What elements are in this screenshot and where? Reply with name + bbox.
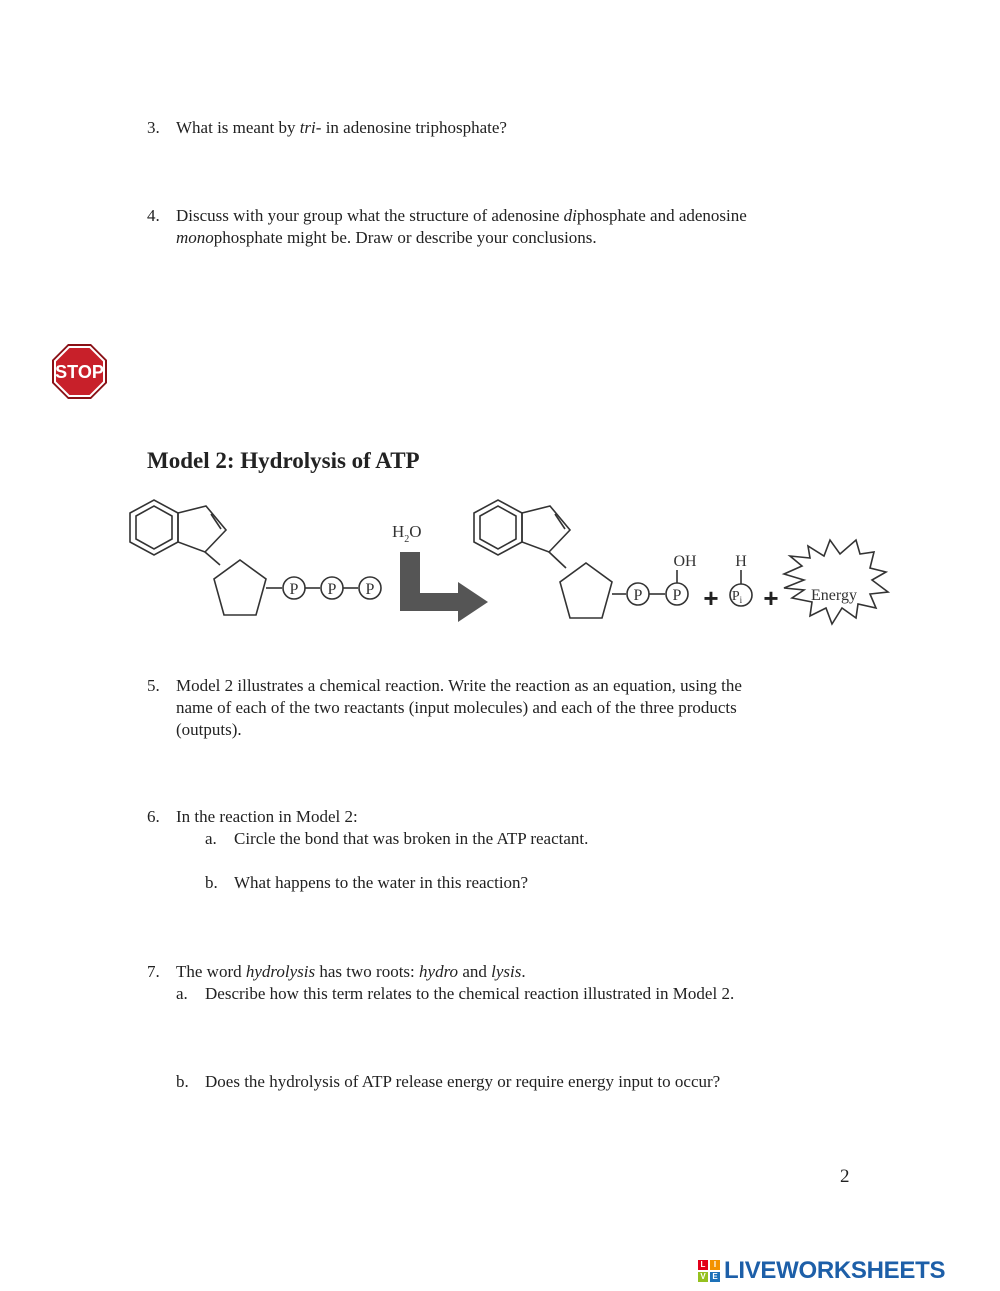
- water-label: $H_2O$: [392, 522, 422, 545]
- question-4: [147, 205, 847, 249]
- logo-tile: E: [710, 1272, 720, 1282]
- question-number: 3.: [147, 118, 160, 137]
- sub-question-text: Describe how this term relates to the chemical reaction illustrated in Model 2.: [205, 984, 735, 1003]
- hydroxyl-label: OH: [673, 553, 697, 570]
- inorganic-phosphate-label: $P_i$: [731, 589, 743, 605]
- logo-tile: I: [710, 1260, 720, 1270]
- question-text: What is meant by tri- in adenosine triphosphate?: [176, 118, 507, 137]
- phosphate-label: P: [289, 581, 299, 598]
- question-number: 5.: [147, 676, 160, 695]
- question-text-line-2: name of each of the two reactants (input molecules) and each of the three products: [176, 698, 737, 717]
- logo-tile: L: [698, 1260, 708, 1270]
- question-7: [147, 961, 847, 983]
- logo-wordmark: LIVEWORKSHEETS: [724, 1257, 946, 1284]
- hydrogen-label: H: [735, 553, 747, 570]
- sub-question-label: b.: [176, 1072, 189, 1091]
- phosphate-label: P: [327, 581, 337, 598]
- sub-question-text: What happens to the water in this reaction?: [234, 873, 529, 892]
- question-number: 7.: [147, 962, 160, 981]
- question-text-line-2: monophosphate might be. Draw or describe your conclusions.: [176, 228, 597, 247]
- phosphate-label: P: [633, 587, 643, 604]
- sub-question-label: a.: [176, 984, 188, 1003]
- question-3: [147, 117, 847, 139]
- sub-question-label: b.: [205, 873, 218, 892]
- phosphate-label: P: [365, 581, 375, 598]
- sub-question-label: a.: [205, 829, 217, 848]
- question-5: [147, 675, 847, 741]
- stop-sign-icon: [51, 343, 108, 400]
- sub-question-text: Circle the bond that was broken in the ATP reactant.: [234, 829, 589, 848]
- stop-sign-label: STOP: [55, 362, 104, 382]
- question-6b: [205, 872, 805, 894]
- question-text-line-1: Discuss with your group what the structure of adenosine diphosphate and adenosine: [176, 206, 747, 225]
- question-number: 4.: [147, 206, 160, 225]
- base-sugar-bond: [205, 552, 220, 565]
- sub-question-text: Does the hydrolysis of ATP release energy or require energy input to occur?: [205, 1072, 721, 1091]
- energy-label: Energy: [811, 587, 857, 604]
- question-7b: [176, 1071, 836, 1093]
- question-text: In the reaction in Model 2:: [176, 807, 358, 826]
- model-2-heading: Model 2: Hydrolysis of ATP: [147, 448, 420, 473]
- question-6: [147, 806, 847, 828]
- liveworksheets-logo: [698, 1257, 994, 1285]
- plus-sign: +: [763, 583, 779, 613]
- phosphate-label: P: [672, 587, 682, 604]
- logo-tile: V: [698, 1272, 708, 1282]
- question-text-line-3: (outputs).: [176, 720, 242, 739]
- question-text: The word hydrolysis has two roots: hydro and lysis.: [176, 962, 526, 981]
- adp-ribose-sugar: [560, 563, 612, 618]
- logo-tiles-icon: [698, 1260, 720, 1282]
- plus-sign: +: [703, 583, 719, 613]
- question-6a: [205, 828, 805, 850]
- reaction-arrow-icon: [400, 552, 488, 622]
- energy-burst-icon: [784, 540, 888, 624]
- atp-ribose-sugar: [214, 560, 266, 615]
- question-text-line-1: Model 2 illustrates a chemical reaction. Write the reaction as an equation, using the: [176, 676, 742, 695]
- question-number: 6.: [147, 807, 160, 826]
- adp-adenine-base: [474, 500, 570, 555]
- hydrolysis-diagram: [120, 490, 900, 650]
- page-number: 2: [840, 1166, 850, 1187]
- atp-adenine-base: [130, 500, 226, 555]
- question-7a: [176, 983, 836, 1005]
